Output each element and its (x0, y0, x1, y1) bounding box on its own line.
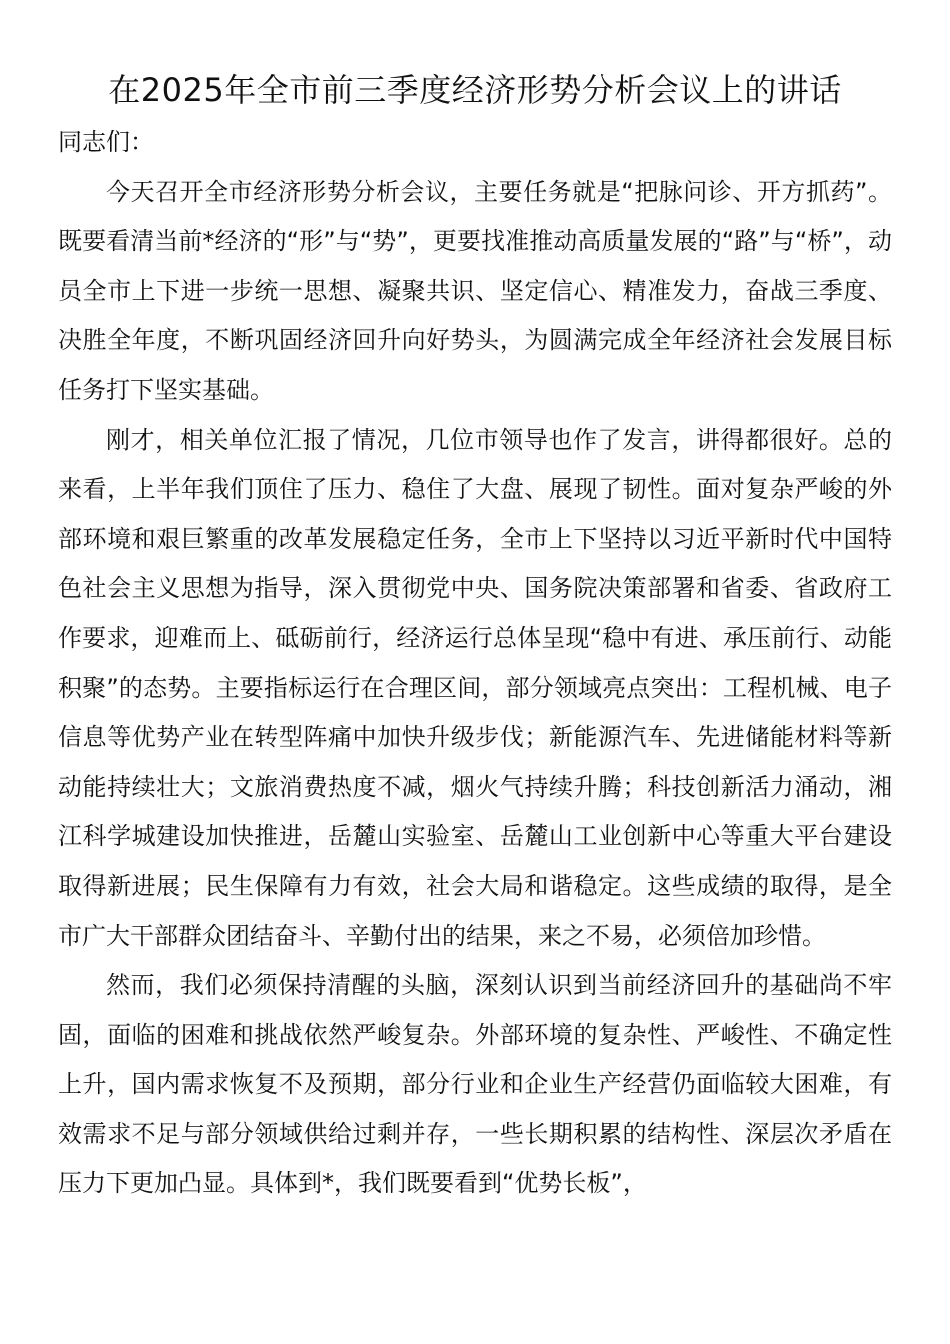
paragraph-opening: 今天召开全市经济形势分析会议，主要任务就是“把脉问诊、开方抓药”。既要看清当前*经济的“形”与“势”，更要找准推动高质量发展的“路”与“桥”，动员全市上下进一步统一思想、凝聚共识、坚定信心、精准发力，奋战三季度、决胜全年度，不断巩固经济回升向好势头，为圆满完成全年经济社会发展目标任务打下坚实基础。 (58, 177, 892, 404)
salutation: 同志们： (58, 128, 154, 156)
document-body (58, 118, 892, 1209)
paragraph-achievements: 刚才，相关单位汇报了情况，几位市领导也作了发言，讲得都很好。总的来看，上半年我们顶住了压力、稳住了大盘、展现了韧性。面对复杂严峻的外部环境和艰巨繁重的改革发展稳定任务，全市上下坚持以习近平新时代中国特色社会主义思想为指导，深入贯彻党中央、国务院决策部署和省委、省政府工作要求，迎难而上、砥砺前行，经济运行总体呈现“稳中有进、承压前行、动能积聚”的态势。主要指标运行在合理区间，部分领域亮点突出：工程机械、电子信息等优势产业在转型阵痛中加快升级步伐；新能源汽车、先进储能材料等新动能持续壮大；文旅消费热度不减，烟火气持续升腾；科技创新活力涌动，湘江科学城建设加快推进，岳麓山实验室、岳麓山工业创新中心等重大平台建设取得新进展；民生保障有力有效，社会大局和谐稳定。这些成绩的取得，是全市广大干部群众团结奋斗、辛勤付出的结果，来之不易，必须倍加珍惜。 (58, 425, 892, 950)
document-title: 在2025年全市前三季度经济形势分析会议上的讲话 (108, 71, 842, 109)
paragraph-challenges: 然而，我们必须保持清醒的头脑，深刻认识到当前经济回升的基础尚不牢固，面临的困难和挑战依然严峻复杂。外部环境的复杂性、严峻性、不确定性上升，国内需求恢复不及预期，部分行业和企业生产经营仍面临较大困难，有效需求不足与部分领域供给过剩并存，一些长期积累的结构性、深层次矛盾在压力下更加凸显。具体到*，我们既要看到“优势长板”， (58, 971, 892, 1198)
